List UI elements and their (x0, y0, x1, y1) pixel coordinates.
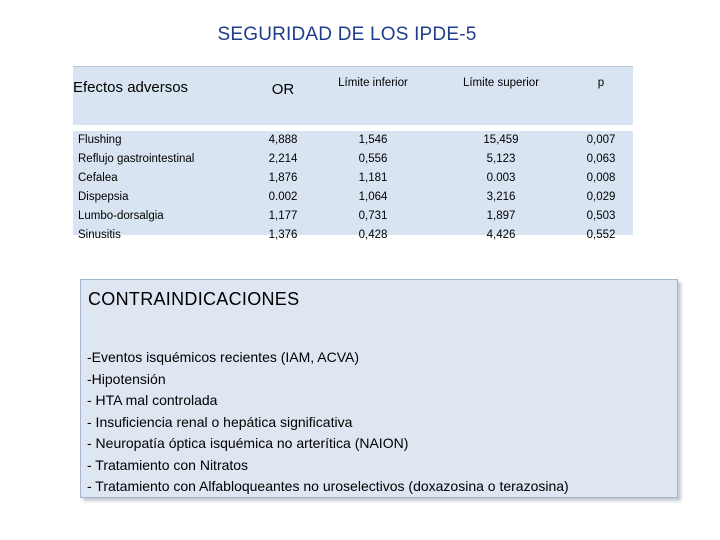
p-value: 0,008 (586, 172, 616, 184)
slide-title: SEGURIDAD DE LOS IPDE-5 (217, 24, 477, 45)
list-item: - HTA mal controlada (87, 392, 218, 408)
p-value: 0,552 (586, 229, 616, 241)
or-column (253, 131, 313, 245)
contraindications-box (80, 279, 678, 498)
lower-limit-value: 0,428 (358, 229, 388, 241)
lower-limit-column (313, 131, 433, 245)
or-value: 4,888 (268, 134, 298, 146)
header-upper-limit: Límite superior (462, 77, 540, 89)
effect-label: Dispepsia (78, 191, 129, 203)
adverse-effects-table (73, 66, 633, 241)
effect-label: Cefalea (78, 172, 118, 184)
header-effects: Efectos adversos (73, 79, 189, 96)
effect-label: Flushing (78, 134, 122, 146)
lower-limit-value: 1,064 (358, 191, 388, 203)
effect-label: Sinusitis (78, 229, 121, 241)
upper-limit-value: 0.003 (486, 172, 516, 184)
upper-limit-value: 1,897 (486, 210, 516, 222)
effect-label: Lumbo-dorsalgia (78, 210, 164, 222)
effects-column (73, 131, 253, 245)
or-value: 0.002 (268, 191, 298, 203)
contraindications-list (87, 347, 569, 498)
header-or: OR (271, 81, 295, 98)
list-item: - Insuficiencia renal o hepática significativa (87, 413, 353, 430)
lower-limit-value: 0,731 (358, 210, 388, 222)
p-value: 0,063 (586, 153, 616, 165)
list-item: -Eventos isquémicos recientes (IAM, ACVA) (87, 349, 360, 365)
header-lower-limit: Límite inferior (338, 77, 408, 89)
upper-limit-value: 4,426 (486, 229, 516, 241)
upper-limit-value: 3,216 (486, 191, 516, 203)
contraindications-title: CONTRAINDICACIONES (88, 289, 300, 309)
table-header-row (73, 67, 633, 125)
effect-label: Reflujo gastrointestinal (78, 153, 195, 165)
lower-limit-value: 1,181 (358, 172, 388, 184)
or-value: 2,214 (268, 153, 298, 165)
list-item: - Tratamiento con Nitratos (87, 456, 249, 473)
upper-limit-value: 15,459 (483, 134, 519, 146)
upper-limit-value: 5,123 (486, 153, 516, 165)
or-value: 1,177 (268, 210, 298, 222)
or-value: 1,876 (268, 172, 298, 184)
upper-limit-column (433, 131, 569, 245)
p-value: 0,503 (586, 210, 616, 222)
lower-limit-value: 0,556 (358, 153, 388, 165)
lower-limit-value: 1,546 (358, 134, 388, 146)
p-value: 0,007 (586, 134, 616, 146)
list-item: -Hipotensión (87, 370, 166, 387)
or-value: 1,376 (268, 229, 298, 241)
header-p-value: p (597, 77, 605, 89)
list-item: - Tratamiento con Alfabloqueantes no uroselectivos (doxazosina o terazosina) (87, 478, 569, 494)
p-value: 0,029 (586, 191, 616, 203)
list-item: - Neuropatía óptica isquémica no arterítica (NAION) (87, 435, 409, 451)
table-data-block (73, 131, 633, 245)
p-value-column (569, 131, 633, 245)
